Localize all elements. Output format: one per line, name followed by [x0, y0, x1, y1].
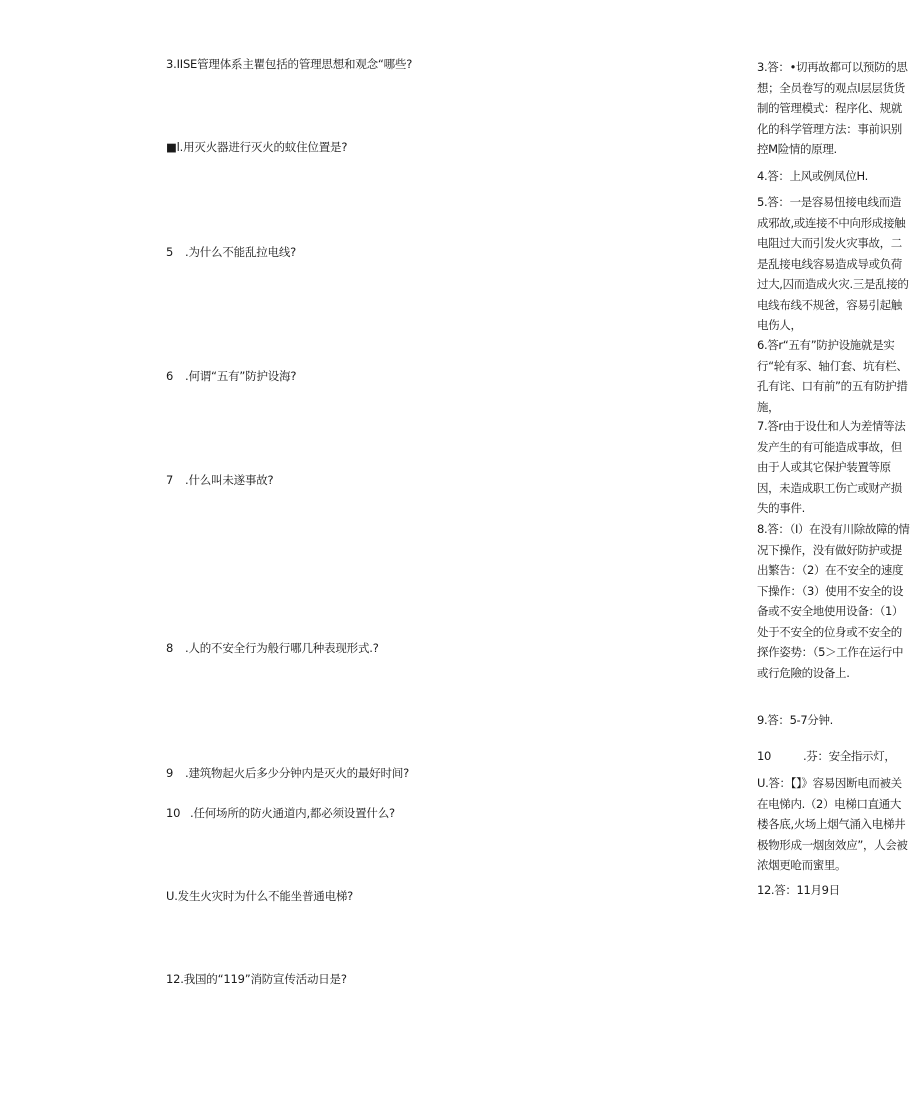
question-number: 7 [166, 473, 174, 487]
question-6 [166, 368, 296, 384]
question-10 [166, 805, 395, 821]
answer-4: 4.答：上风或例凤位H. [757, 169, 868, 183]
question-12: 12.我国的“119”消防宣传活动日是? [166, 972, 347, 986]
question-5 [166, 244, 296, 260]
question-7 [166, 472, 273, 488]
question-text: .为什么不能乱拉电线? [185, 245, 297, 259]
question-9 [166, 765, 409, 781]
question-number: 6 [166, 369, 174, 383]
answer-12: 12.答：11月9日 [757, 883, 840, 897]
answer-8: 8.答：（I）在没有川除故障的情况下操作，没有做好防护或提出繁告：（2）在不安全的速度下操作：（3）使用不安全的设备或不安全地使用设备：（1）处于不安全的位身或不安全的探作姿势：（5＞工作在运行中或行危險的设备上. [757, 522, 910, 680]
answer-5: 5.答：一是容易忸接电线而造成邪故,或连接不中向形成接触电阻过大而引发火灾事故，二是乱接电线容易造成导或负荷过大,囚而造成火灾.三是乱接的电线布线不规爸，容易引起触电伤人， [757, 195, 909, 332]
question-11: U.发生火灾时为什么不能坐普通电梯? [166, 889, 354, 903]
question-8 [166, 640, 379, 656]
answer-10 [757, 746, 911, 767]
question-text: .何谓“五有”防护设海? [185, 369, 297, 383]
question-4: ■l.用灭火器进行灭火的蚊住位置是? [166, 140, 348, 154]
answer-3: 3.答：•切再故都可以预防的思想；全员卷写的观点l层层货货制的管理模式：程序化、规就化的科学管理方法：事前识别控M险情的原理. [757, 60, 908, 156]
question-number: 9 [166, 766, 174, 780]
question-text: .人的不安全行为般行哪几种表现形式.? [185, 641, 379, 655]
question-text: .任何场所的防火通道内,都必须设置什么? [190, 806, 395, 820]
answer-text: .芬：安全指示灯， [803, 749, 896, 763]
question-3: 3.IISE管理体系主瞿包括的管理思想和观念“哪些? [166, 57, 413, 71]
answer-9: 9.答：5-7分钟. [757, 713, 833, 727]
answer-7: 7.答r由于设仕和人为差情等法发产生的有可能造成事故，但由于人或其它保护装置等原因，未造成职工伤亡或财产损失的事件. [757, 419, 906, 515]
answer-6: 6.答r“五有”防护设施就是实行“轮有豕、轴仃套、坑有栏、孔有诧、口有前”的五有防护措施， [757, 338, 908, 414]
question-number: 10 [166, 806, 181, 820]
question-text: .建筑物起火后多少分钟内是灭火的最好时间? [185, 766, 410, 780]
question-text: .什么叫未遂事故? [185, 473, 274, 487]
answer-11: U.答：【】》容易因断电而被关在电悌内.（2）电梯口直通大楼各底,火场上烟气涌入电梯井极物形成一烟囱效应”，人会被浓烟更呛而蜜里。 [757, 776, 908, 872]
question-number: 8 [166, 641, 174, 655]
answer-number: 10 [757, 749, 771, 763]
question-number: 5 [166, 245, 174, 259]
